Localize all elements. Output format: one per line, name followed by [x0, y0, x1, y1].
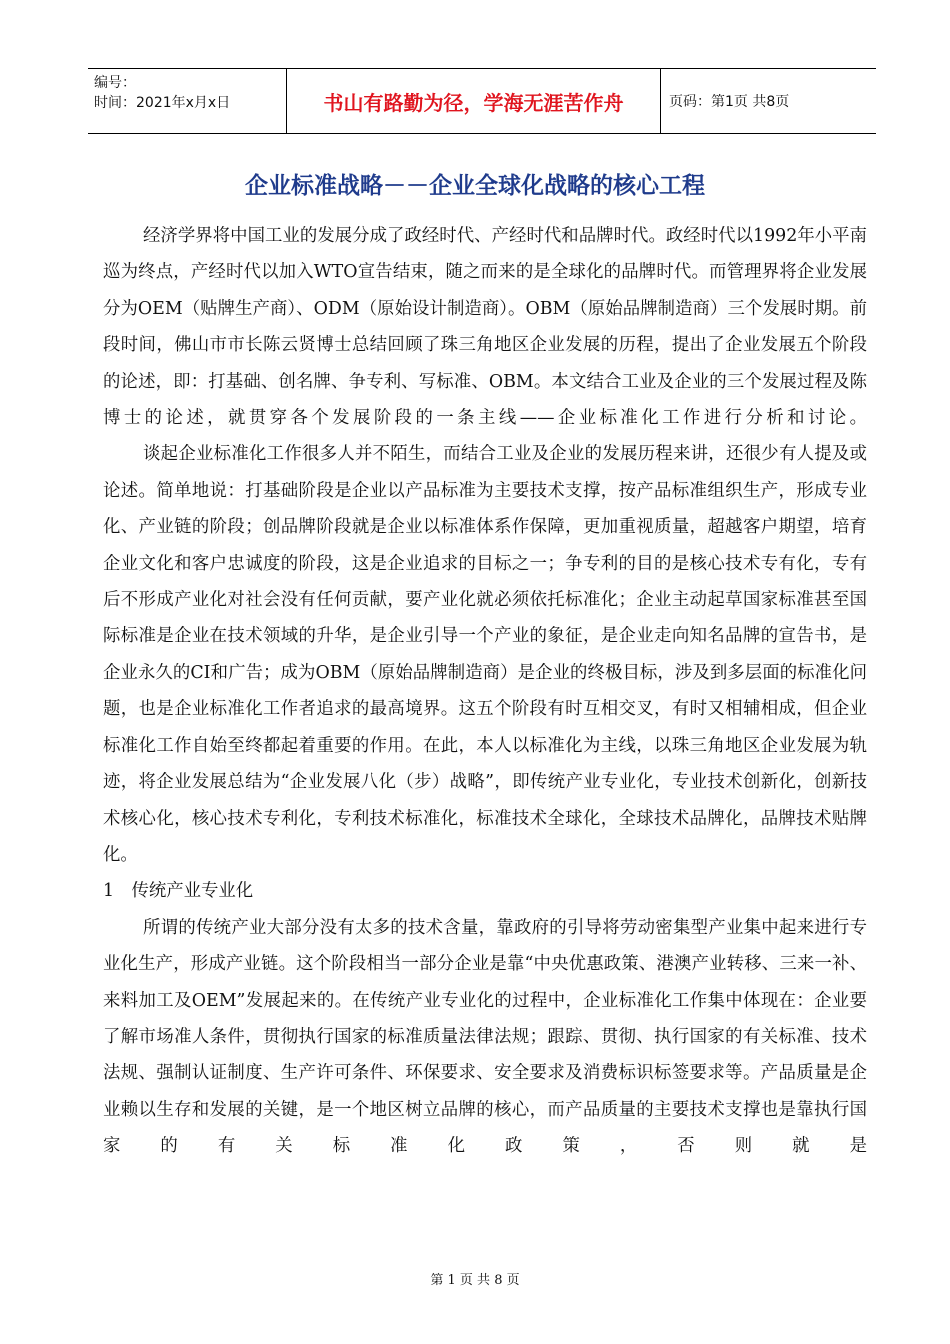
page-footer: 第 1 页 共 8 页 [430, 1273, 520, 1288]
paragraph-intro: 经济学界将中国工业的发展分成了政经时代、产经时代和品牌时代。政经时代以1992年小平南巡为终点，产经时代以加入WTO宣告结束，随之而来的是全球化的品牌时代。而管理界将企业发展分为OEM（贴牌生产商）、ODM（原始设计制造商）。OBM（原始品牌制造商）三个发展时期。前段时间，佛山市市长陈云贤博士总结回顾了珠三角地区企业发展的历程，提出了企业发展五个阶段的论述，即：打基础、创名牌、争专利、写标准、OBM。本文结合工业及企业的三个发展过程及陈博士的论述，就贯穿各个发展阶段的一条主线——企业标准化工作进行分析和讨论。 [103, 226, 867, 429]
document-body [103, 218, 867, 1165]
doc-number-label: 编号： [94, 75, 136, 91]
document-title: 企业标准战略－－企业全球化战略的核心工程 [245, 173, 705, 199]
paragraph-stages: 谈起企业标准化工作很多人并不陌生，而结合工业及企业的发展历程来讲，还很少有人提及或论述。简单地说：打基础阶段是企业以产品标准为主要技术支撑，按产品标准组织生产，形成专业化、产业链的阶段；创品牌阶段就是企业以标准体系作保障，更加重视质量，超越客户期望，培育企业文化和客户忠诚度的阶段，这是企业追求的目标之一；争专利的目的是核心技术专有化，专有后不形成产业化对社会没有任何贡献，要产业化就必须依托标准化；企业主动起草国家标准甚至国际标准是企业在技术领域的升华，是企业引导一个产业的象征，是企业走向知名品牌的宣告书，是企业永久的CI和广告；成为OBM（原始品牌制造商）是企业的终极目标，涉及到多层面的标准化问题，也是企业标准化工作者追求的最高境界。这五个阶段有时互相交叉，有时又相辅相成，但企业标准化工作自始至终都起着重要的作用。在此，本人以标准化为主线，以珠三角地区企业发展为轨迹，将企业发展总结为“企业发展八化（步）战略”，即传统产业专业化，专业技术创新化，创新技术核心化，核心技术专利化，专利技术标准化，标准技术全球化，全球技术品牌化，品牌技术贴牌化。 [103, 444, 867, 865]
header-page-info: 页码：第1页 共8页 [669, 94, 790, 110]
doc-time-label: 时间：2021年x月x日 [94, 95, 231, 111]
header-motto: 书山有路勤为径，学海无涯苦作舟 [286, 69, 661, 133]
paragraph-section-1: 所谓的传统产业大部分没有太多的技术含量，靠政府的引导将劳动密集型产业集中起来进行专业化生产，形成产业链。这个阶段相当一部分企业是靠“中央优惠政策、港澳产业转移、三来一补、来料加工及OEM”发展起来的。在传统产业专业化的过程中，企业标准化工作集中体现在：企业要了解市场准人条件，贯彻执行国家的标准质量法律法规；跟踪、贯彻、执行国家的有关标准、技术法规、强制认证制度、生产许可条件、环保要求、安全要求及消费标识标签要求等。产品质量是企业赖以生存和发展的关键，是一个地区树立品牌的核心，而产品质量的主要技术支撑也是靠执行国家的有关标准化政策，否则就是 [103, 917, 867, 1157]
header-table [88, 68, 876, 134]
section-heading-1: 1 传统产业专业化 [103, 881, 254, 902]
header-meta [88, 69, 286, 133]
